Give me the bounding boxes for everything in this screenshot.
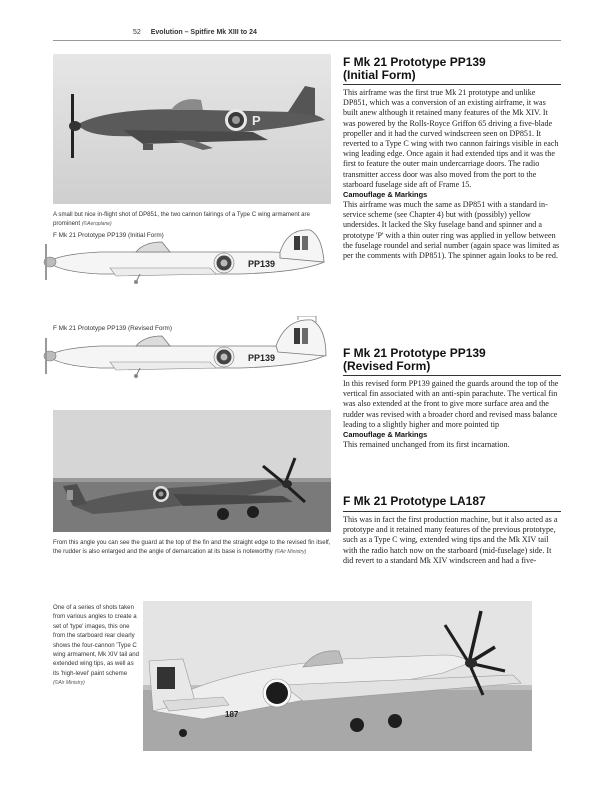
section3-body bbox=[343, 515, 561, 566]
photo3-caption bbox=[53, 603, 140, 689]
section1-heading-line2: (Initial Form) bbox=[343, 68, 416, 82]
section3-heading-line1: F Mk 21 Prototype LA187 bbox=[343, 494, 486, 508]
profile1-drawing bbox=[40, 222, 332, 284]
photo1-credit: (©Aeroplane) bbox=[81, 221, 112, 227]
section2-heading-line1: F Mk 21 Prototype PP139 bbox=[343, 346, 486, 360]
photo1-code-letter: P bbox=[252, 113, 261, 128]
page-number: 52 bbox=[133, 29, 141, 36]
section2-subhead: Camouflage & Markings bbox=[343, 430, 428, 440]
section3-heading bbox=[343, 495, 486, 508]
photo3-caption-text: One of a series of shots taken from various angles to create a set of 'type' images, this one from the starboard rear clearly shows the four-cannon 'Type C wing armament, Mk XIV tail and extended wing tips, as well as its 'high-level' paint scheme bbox=[53, 604, 140, 677]
profile1-serial: PP139 bbox=[248, 259, 276, 269]
photo1-caption-text: A small but nice in-flight shot of DP851, the two cannon fairings of a Type C wing armament are prominent bbox=[53, 211, 310, 227]
section2-para2: This remained unchanged from its first incarnation. bbox=[343, 440, 510, 450]
header-rule bbox=[53, 40, 561, 41]
section1-heading-rule bbox=[343, 84, 561, 85]
section3-para1: This was in fact the first production machine, but it also acted as a prototype and it retained many features of the previous prototype, such as a Type C wing, extended wing tips and the Mk XIV tail with the radio hatch now on the starboard (mid-fuselage) side. It did revert to a standard Mk XIV windscreen and had a five- bbox=[343, 515, 558, 565]
running-title: Evolution – Spitfire Mk XIII to 24 bbox=[150, 29, 257, 36]
section2-heading-line2: (Revised Form) bbox=[343, 359, 431, 373]
photo3-credit: (©Air Ministry) bbox=[53, 680, 85, 687]
section1-heading-line1: F Mk 21 Prototype PP139 bbox=[343, 55, 486, 69]
photo-la187-starboard-rear bbox=[143, 601, 532, 751]
profile2-drawing bbox=[40, 316, 332, 378]
profile1-label: F Mk 21 Prototype PP139 (Initial Form) bbox=[53, 232, 164, 239]
section2-para1: In this revised form PP139 gained the guards around the top of the vertical fin associated with an anti-spin parachute. The vertical fin was also extended at the front to give more surface area and the rudder was revised with a broader chord and revised mass balance leading to a slightly higher and more pointed tip bbox=[343, 379, 559, 429]
running-header bbox=[133, 29, 257, 36]
section1-subhead: Camouflage & Markings bbox=[343, 190, 428, 200]
section1-heading bbox=[343, 56, 486, 82]
section2-body bbox=[343, 379, 561, 450]
section1-para2: This airframe was much the same as DP851 with a standard in-service scheme (see Chapter 4) but with (possibly) yellow undersides. It lacked the Sky fuselage band and spinner and a prototype 'P' with a thin outer ring was applied in yellow between the fuselage roundel and serial number (again space was limited as per the comments with DP851). The spinner again looks to be red. bbox=[343, 200, 560, 261]
photo2-credit: (©Air Ministry) bbox=[274, 549, 307, 555]
section1-body bbox=[343, 88, 561, 261]
profile2-label: F Mk 21 Prototype PP139 (Revised Form) bbox=[53, 325, 172, 332]
profile2-serial: PP139 bbox=[248, 353, 276, 363]
photo2-caption-text: From this angle you can see the guard at the top of the fin and the straight edge to the revised fin itself, the rudder is also enlarged and the angle of demarcation at its base is noteworthy bbox=[53, 539, 331, 555]
section3-heading-rule bbox=[343, 511, 561, 512]
photo-ground-pp139 bbox=[53, 410, 331, 532]
section2-heading bbox=[343, 347, 486, 373]
photo-in-flight-dp851 bbox=[53, 54, 331, 204]
section1-para1: This airframe was the first true Mk 21 prototype and unlike DP851, which was a conversion of an existing airframe, it was built anew although it retained many features of the Mk XIV. It was powered by the Rolls-Royce Griffon 65 driving a five-blade propeller and it had the curved windscreen seen on DP851. It reverted to a Type C wing with two cannon fairings visible in each wing leading edge. Once again it had extended tips and it was the first to feature the outer main undercarriage doors. The radio transmitter access door was also moved from the port to the starboard fuselage side aft of Frame 15. bbox=[343, 88, 559, 189]
section2-heading-rule bbox=[343, 375, 561, 376]
photo2-caption bbox=[53, 538, 331, 557]
photo3-serial: 187 bbox=[225, 710, 239, 719]
